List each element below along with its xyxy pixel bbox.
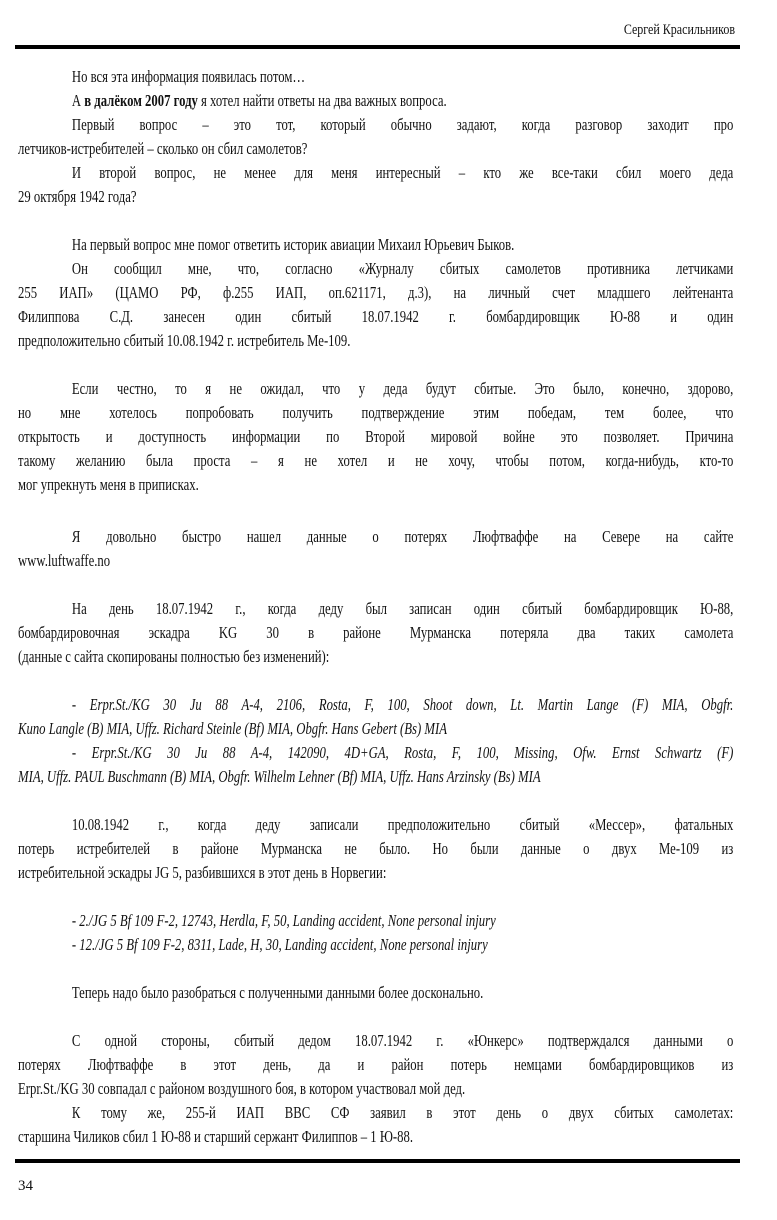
text-line: Если честно, то я не ожидал, что у деда будут сбитые. Это было, конечно, здорово, [71, 379, 734, 398]
text-line: На первый вопрос мне помог ответить историк авиации Михаил Юрьевич Быков. [71, 235, 515, 254]
text-line: но мне хотелось попробовать получить подтверждение этим победам, тем более, что [18, 403, 734, 422]
text-line: www.luftwaffe.no [18, 551, 111, 570]
text-line: истребительной эскадры JG 5, разбившихся в этот день в Норвегии: [18, 863, 387, 882]
text-line: Но вся эта информация появилась потом… [71, 67, 306, 86]
text-line: Он сообщил мне, что, согласно «Журналу сбитых самолетов противника летчиками [71, 259, 734, 278]
text-line: И второй вопрос, не менее для меня интересный – кто же все-таки сбил моего деда [71, 163, 734, 182]
text-line: На день 18.07.1942 г., когда деду был записан один сбитый бомбардировщик Ю-88, [71, 599, 734, 618]
paragraph-gap [18, 789, 733, 813]
text-line: С одной стороны, сбитый дедом 18.07.1942 г. «Юнкерс» подтверждался данными о [71, 1031, 734, 1050]
text-line: К тому же, 255-й ИАП ВВС СФ заявил в этот день о двух сбитых самолетах: [71, 1103, 734, 1122]
paragraph-gap [18, 573, 733, 597]
loss-record-item [18, 933, 733, 957]
paragraph-gap [18, 353, 733, 377]
running-header-author: Сергей Красильников [623, 22, 735, 38]
text-line: потерь истребителей в районе Мурманска не было. Но были данные о двух Ме-109 из [18, 839, 734, 858]
loss-record-item [18, 693, 733, 741]
paragraph-gap [18, 669, 733, 693]
paragraph [18, 1029, 733, 1101]
paragraph [18, 233, 733, 257]
text-line: MIA, Uffz. PAUL Buschmann (B) MIA, Obgfr. Wilhelm Lehner (Bf) MIA, Uffz. Hans Arzinsky (Bs) MIA [18, 767, 541, 786]
text-line: мог упрекнуть меня в приписках. [18, 475, 199, 494]
text-line: Я довольно быстро нашел данные о потерях Люфтваффе на Севере на сайте [71, 527, 734, 546]
loss-record-item [18, 909, 733, 933]
paragraph [18, 597, 733, 669]
page-body [18, 65, 733, 1149]
text-segment: А [71, 91, 85, 110]
text-line: открытость и доступность информации по Второй мировой войне это позволяет. Причина [18, 427, 734, 446]
text-line: Первый вопрос – это тот, который обычно задают, когда разговор заходит про [71, 115, 734, 134]
paragraph [18, 981, 733, 1005]
header-rule [15, 45, 740, 49]
paragraph [18, 257, 733, 353]
bold-text: в далёком 2007 году [84, 91, 198, 110]
text-line: - 2./JG 5 Bf 109 F-2, 12743, Herdla, F, 50, Landing accident, None personal injury [71, 911, 496, 930]
text-line: (данные с сайта скопированы полностью без изменений): [18, 647, 330, 666]
text-line: Теперь надо было разобраться с полученными данными более досконально. [71, 983, 484, 1002]
text-line: Kuno Langle (B) MIA, Uffz. Richard Steinle (Bf) MIA, Obgfr. Hans Gebert (Bs) MIA [18, 719, 447, 738]
paragraph-gap [18, 1005, 733, 1029]
page-number: 34 [18, 1178, 33, 1194]
text-line: Erpr.St./KG 30 совпадал с районом воздушного боя, в котором участвовал мой дед. [18, 1079, 466, 1098]
text-line: - Erpr.St./KG 30 Ju 88 A-4, 142090, 4D+GA, Rosta, F, 100, Missing, Ofw. Ernst Schwartz (F) [71, 743, 734, 762]
text-line: потерях Люфтваффе в этот день, да и район потерь немцами бомбардировщиков из [18, 1055, 734, 1074]
paragraph [18, 89, 733, 113]
loss-record-item [18, 741, 733, 789]
paragraph-gap [18, 497, 733, 525]
text-line: 10.08.1942 г., когда деду записали предположительно сбитый «Мессер», фатальных [71, 815, 734, 834]
paragraph [18, 377, 733, 497]
text-line: 255 ИАП» (ЦАМО РФ, ф.255 ИАП, оп.621171, д.3), на личный счет младшего лейтенанта [18, 283, 734, 302]
paragraph-gap [18, 957, 733, 981]
text-line: старшина Чиликов сбил 1 Ю-88 и старший сержант Филиппов – 1 Ю-88. [18, 1127, 413, 1146]
paragraph [18, 65, 733, 89]
paragraph [18, 525, 733, 573]
paragraph [18, 813, 733, 885]
paragraph-gap [18, 209, 733, 233]
footer-rule [15, 1159, 740, 1163]
paragraph [18, 113, 733, 161]
text-line: летчиков-истребителей – сколько он сбил самолетов? [18, 139, 308, 158]
paragraph-gap [18, 885, 733, 909]
text-line: бомбардировочная эскадра KG 30 в районе Мурманска потеряла два таких самолета [18, 623, 734, 642]
text-line [18, 89, 733, 113]
text-segment: я хотел найти ответы на два важных вопроса. [197, 91, 447, 110]
text-line: 29 октября 1942 года? [18, 187, 137, 206]
text-line: такому желанию была проста – я не хотел и не хочу, чтобы потом, когда-нибудь, кто-то [18, 451, 734, 470]
paragraph [18, 1101, 733, 1149]
text-line: - 12./JG 5 Bf 109 F-2, 8311, Lade, H, 30, Landing accident, None personal injury [71, 935, 488, 954]
text-line: предположительно сбитый 10.08.1942 г. истребитель Ме-109. [18, 331, 351, 350]
text-line: Филиппова С.Д. занесен один сбитый 18.07.1942 г. бомбардировщик Ю-88 и один [18, 307, 734, 326]
text-line: - Erpr.St./KG 30 Ju 88 A-4, 2106, Rosta, F, 100, Shoot down, Lt. Martin Lange (F) MIA, Obgfr. [71, 695, 734, 714]
paragraph [18, 161, 733, 209]
